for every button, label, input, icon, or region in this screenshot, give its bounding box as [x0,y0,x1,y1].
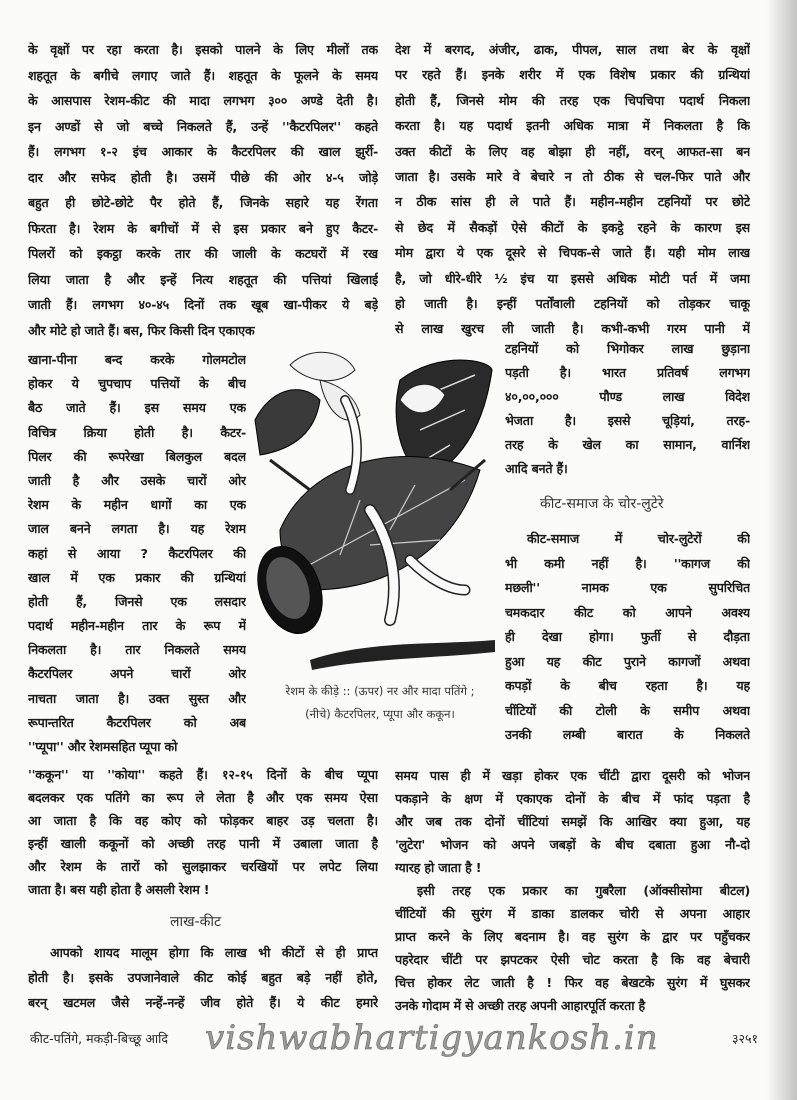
text-line: और जब तक दोनों चींटियां समझें कि आखिर क्या हुआ, यह [395,814,750,829]
text-line: ''ककून'' या ''कोया'' कहते हैं। १२-१५ दिनों के बीच प्यूपा [28,767,378,782]
text-line: कपड़ों के बीच रहता है। यह [505,678,750,693]
heading-insect-thieves: कीट-समाज के चोर-लुटेरे [540,496,664,512]
text-line: हैं। लगभग १-२ इंच आकार के कैटरपिलर की खाल झुर्री- [28,144,378,159]
text-line: रेशम के महीन धागों का एक [28,497,246,513]
text-line: उक्त कीटों के लिए वह बोझा ही नहीं, वरन् आफत-सा बन [395,143,750,159]
text-line: देश में बरगद, अंजीर, ढाक, पीपल, साल तथा बेर के वृक्षों [395,42,750,57]
text-line: निकलता है। तार निकलते समय [28,642,246,658]
watermark: vishwabhartigyankosh.in [205,1018,659,1058]
text-line: भी कमी नहीं है। ''कागज की [505,555,750,571]
text-line: 'लुटेरा' भोजन को अपने जबड़ों के बीच दबाता हुआ नौ-दो [395,837,750,852]
heading-lac-insect: लाख-कीट [170,914,222,930]
text-line: खाना-पीना बन्द करके गोलमटोल [28,352,246,367]
text-line: होकर ये चुपचाप पत्तियों के बीच [28,376,246,392]
text-line: इन अण्डों से जो बच्चे निकलते हैं, उन्हें ''कैटरपिलर'' कहते [28,118,378,134]
figure-caption-line-1: रेशम के कीड़े :: (ऊपर) नर और मादा पतिंगे ; [285,684,475,698]
text-line: भेजता है। इससे चूड़ियां, तरह- [505,413,750,428]
text-line: आपको शायद मालूम होगा कि लाख भी कीटों से ही प्राप्त [50,945,378,960]
text-line: कीट-समाज में चोर-लुटेरों की [527,531,750,546]
text-line: हुआ यह कीट पुराने कागजों अथवा [505,653,750,669]
text-line: ''प्यूपा'' और रेशमसहित प्यूपा को [28,739,178,754]
text-line: खाल में एक प्रकार की ग्रन्थियां [28,569,246,585]
text-line: जाती हैं। लगभग ४०-४५ दिनों तक खूब खा-पीकर ये बड़े [28,297,378,312]
paragraph-silk-intro [28,37,378,343]
text-line: पिलर की रूपरेखा बिलकुल बदल [28,448,246,464]
text-line: पर रहते हैं। इनके शरीर में एक विशेष प्रकार की ग्रन्थियां [395,67,750,83]
text-line: टहनियों को भिगोकर लाख छुड़ाना [505,341,750,356]
text-line: जाती है और उसके चारों ओर [28,472,246,488]
text-line: कैटरपिलर अपने चारों ओर [28,666,246,682]
text-line: चींटियों की सुरंग में डाका डालकर चोरी से अपना आहार [395,906,750,921]
paragraph-silk-cocoon [28,348,246,759]
text-line: पिलरों को इकट्ठा करके तार की जाली के कटघरों में रख [28,246,378,261]
text-line: इसी तरह एक प्रकार का गुबरैला (ऑक्सीसोमा बीटल) [417,883,750,898]
paragraph-beetle [395,764,750,1017]
text-line: पदार्थ महीन-महीन तार के रूप में [28,618,246,634]
text-line: नाचता जाता है। उक्त सुस्त और [28,690,246,706]
text-line: पड़ती है। भारत प्रतिवर्ष लगभग [505,365,750,380]
text-line: रूपान्तरित कैटरपिलर को अब [28,714,246,730]
text-line: पहरेदार चींटी पर झपटकर ऐसी चोट करता है कि वह बेचारी [395,952,750,967]
text-line: उनके गोदाम में से अच्छी तरह अपनी आहारपूर्ति करता है [395,998,646,1013]
text-line: से छेद में सैकड़ों ऐसे कीटों के इकट्ठे रहने के कारण इस [395,219,750,235]
text-line: के वृक्षों पर रहा करता है। इसको पालने के लिए मीलों तक [28,42,378,57]
text-line: मछली'' नामक एक सुपरिचित [505,580,750,595]
text-line: है, जो धीरे-धीरे ½ इंच या इससे अधिक मोटी पर्त में जमा [395,270,750,286]
text-line: इन्हीं खाली ककूनों को अच्छी तरह पानी में उबाला जाता है [28,836,378,851]
text-line: होती हैं, जिनसे मोम की तरह एक चिपचिपा पदार्थ निकला [395,92,750,108]
text-line: करता है। यह पदार्थ इतनी अधिक मात्रा में निकलता है कि [395,118,750,134]
text-line: चित्त होकर लेट जाती है ! फिर वह बेखटके सुरंग में घुसकर [395,975,750,990]
text-line: बैठ जाते हैं। इस समय एक [28,400,246,416]
text-line: ग्यारह हो जाता है ! [395,860,482,875]
text-line: शहतूत के बगीचे लगाए जाते हैं। शहतूत के फूलने के समय [28,67,378,83]
text-line: उनकी लम्बी बारात के निकलते [505,727,750,742]
text-line: और रेशम के तारों को सुलझाकर चरखियों पर लपेट लिया [28,859,378,874]
text-line: न ठीक सांस ही ले पाते हैं। महीन-महीन टहनियों पर छोटे [395,194,750,210]
text-line: दार और सफेद होती है। उसमें पीछे की ओर ४-५ जोड़े [28,169,378,185]
text-line: प्राप्त करने के लिए बदनाम है। वह सुरंग के द्वार पर पहुँचकर [395,929,750,944]
text-line: जाल बनने लगता है। यह रेशम [28,521,246,537]
silkworm-illustration [250,340,505,680]
leaf-top-left [255,390,320,455]
text-line: ही देखा होगा। फुर्ती से दौड़ता [505,629,750,644]
text-line: चमकदार कीट को आपने अवश्य [505,604,750,620]
paragraph-lac [28,940,378,1015]
text-line: ४०,००,००० पौण्ड लाख विदेश [505,389,750,404]
text-line: आ जाता है कि वह कोए को फोड़कर बाहर उड़ चलता है। [28,813,378,828]
text-line: और मोटे हो जाते हैं। बस, फिर किसी दिन एकाएक [28,322,255,338]
text-line: कहां से आया ? कैटरपिलर की [28,545,246,561]
text-line: फिरता है। रेशम के बगीचों में से इस प्रकार बने हुए कैटर- [28,220,378,236]
paragraph-lac-wax [395,37,750,342]
text-line: होती है। इसके उपजानेवाले कीट कोई बहुत बड़े नहीं होते, [28,970,378,985]
paragraph-lac-export [505,337,750,481]
text-line: जाता है। बस यही होता है असली रेशम ! [28,882,210,897]
paragraph-thieves [505,527,750,748]
text-line: पकड़ाने के क्षण में एकाएक दोनों के बीच में फांद पड़ता है [395,791,750,806]
text-line: आदि बनते हैं। [505,461,568,476]
text-line: हो जाती है। इन्हीं पर्तोंवाली टहनियों को तोड़कर चाकू [395,295,750,311]
text-line: तरह के खेल का सामान, वार्निश [505,437,750,452]
text-line: होती हैं, जिनसे एक लसदार [28,593,246,609]
text-line: समय पास ही में खड़ा होकर एक चींटी द्वारा दूसरी को भोजन [395,768,750,783]
text-line: विचित्र क्रिया होती है। कैटर- [28,424,246,440]
page-number: ३२५१ [732,1031,759,1046]
page-edge-shadow [767,0,797,1100]
text-line: बहुत ही छोटे-छोटे पैर होते हैं, जिनके सहारे यह रेंगता [28,195,378,210]
running-title: कीट-पतिंगे, मकड़ी-बिच्छू आदि [30,1031,168,1046]
text-line: मोम द्वारा ये एक दूसरे से चिपक-से जाते हैं। यही मोम लाख [395,245,750,261]
text-line: लिया जाता है और इन्हें नित्य शहतूत की पत्तियां खिलाई [28,271,378,287]
text-line: के आसपास रेशम-कीट की मादा लगभग ३०० अण्डे देती है। [28,93,378,108]
text-line: जाता है। उसके मारे वे बेचारे न तो ठीक से चल-फिर पाते और [395,168,750,184]
text-line: बरन् खटमल जैसे नन्हें-नन्हें जीव होते हैं। ये कीट हमारे [28,995,378,1010]
paragraph-silk-end [28,763,378,901]
figure-caption-line-2: (नीचे) कैटरपिलर, प्यूपा और ककून। [305,707,455,721]
text-line: बदलकर एक पतिंगे का रूप ले लेता है और एक समय ऐसा [28,790,378,805]
text-line: से लाख खुरच ली जाती है। कभी-कभी गरम पानी में [395,321,750,337]
text-line: चींटियों की टोली के समीप अथवा [505,702,750,718]
